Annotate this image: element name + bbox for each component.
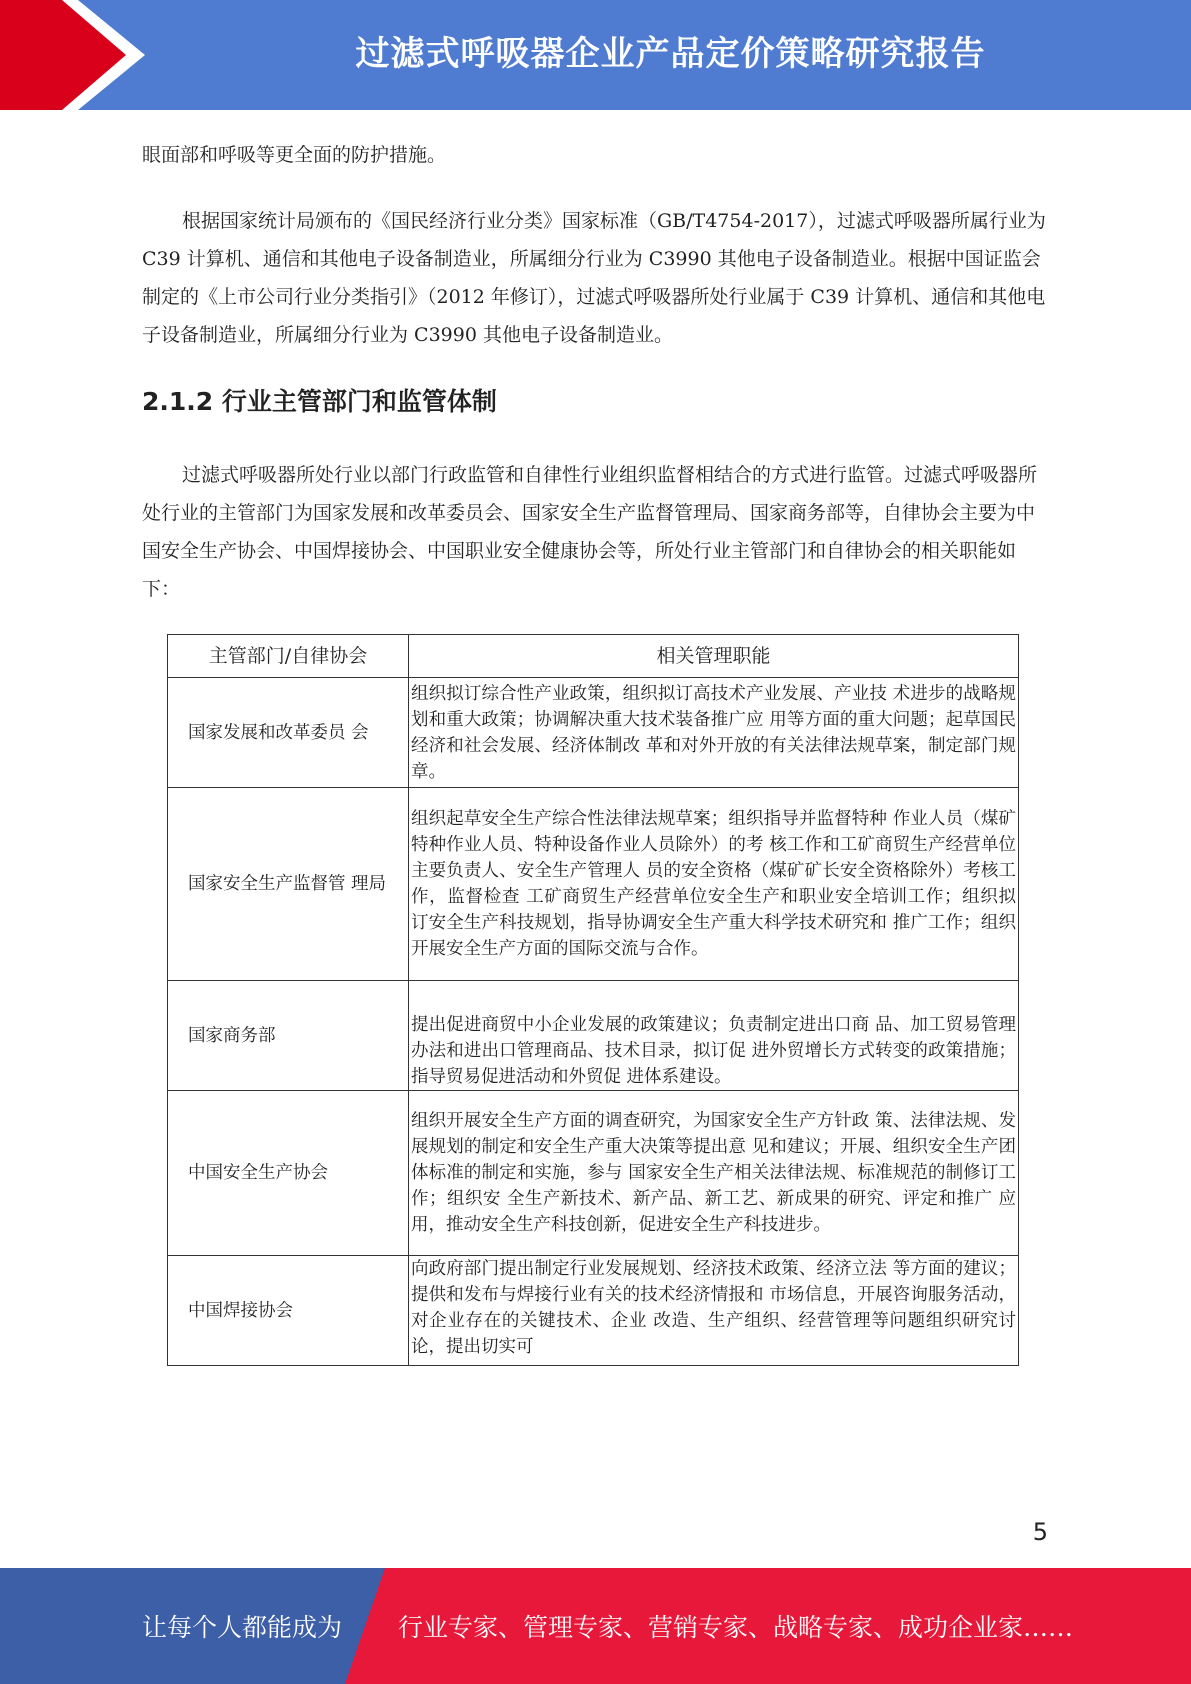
table-cell-dept: 国家安全生产监督管 理局: [168, 788, 409, 981]
table-cell-duty: 组织拟订综合性产业政策，组织拟订高技术产业发展、产业技 术进步的战略规划和重大政策；协调解决重大技术装备推广应 用等方面的重大问题；起草国民经济和社会发展、经济体制改 革和对外开放的有关法律法规草案，制定部门规章。: [409, 678, 1019, 788]
table-cell-dept: 中国焊接协会: [168, 1256, 409, 1366]
table-row: [168, 1256, 1019, 1366]
table-header-duty: 相关管理职能: [409, 635, 1019, 678]
table-row: [168, 788, 1019, 981]
table-header-dept: 主管部门/自律协会: [168, 635, 409, 678]
footer-slogan-left: 让每个人都能成为: [142, 1613, 343, 1642]
page-footer: [0, 1568, 1191, 1684]
paragraph-continuation: 眼面部和呼吸等更全面的防护措施。: [142, 144, 447, 166]
header-arrow-decoration: [0, 0, 170, 110]
page-header: [0, 0, 1191, 110]
table-cell-dept: 中国安全生产协会: [168, 1091, 409, 1256]
footer-slogan-right: 行业专家、管理专家、营销专家、战略专家、成功企业家……: [398, 1613, 1074, 1642]
table-cell-dept: 国家发展和改革委员 会: [168, 678, 409, 788]
paragraph-regulation: 过滤式呼吸器所处行业以部门行政监管和自律性行业组织监督相结合的方式进行监管。过滤式呼吸器所处行业的主管部门为国家发展和改革委员会、国家安全生产监督管理局、国家商务部等，自律协会主要为中国安全生产协会、中国焊接协会、中国职业安全健康协会等，所处行业主管部门和自律协会的相关职能如下：: [142, 464, 1038, 600]
table-cell-duty: 向政府部门提出制定行业发展规划、经济技术政策、经济立法 等方面的建议；提供和发布与焊接行业有关的技术经济情报和 市场信息，开展咨询服务活动，对企业存在的关键技术、企业 改造、生产组织、经营管理等问题组织研究讨论，提出切实可: [409, 1256, 1019, 1366]
report-title: 过滤式呼吸器企业产品定价策略研究报告: [355, 34, 986, 74]
section-heading: 2.1.2 行业主管部门和监管体制: [142, 387, 497, 416]
table-header-row: [168, 635, 1019, 678]
paragraph-industry-classification: 根据国家统计局颁布的《国民经济行业分类》国家标准（GB/T4754-2017），过滤式呼吸器所属行业为 C39 计算机、通信和其他电子设备制造业，所属细分行业为 C3990 其他电子设备制造业。根据中国证监会制定的《上市公司行业分类指引》（2012 年修订），过滤式呼吸器所处行业属于 C39 计算机、通信和其他电子设备制造业，所属细分行业为 C3990 其他电子设备制造业。: [142, 210, 1046, 346]
table-cell-duty: 提出促进商贸中小企业发展的政策建议；负责制定进出口商 品、加工贸易管理办法和进出口管理商品、技术目录，拟订促 进外贸增长方式转变的政策措施；指导贸易促进活动和外贸促 进体系建设。: [409, 981, 1019, 1091]
table-row: [168, 1091, 1019, 1256]
regulator-table: [167, 634, 1019, 1366]
table-row: [168, 678, 1019, 788]
page-number: 5: [1032, 1518, 1048, 1546]
table-row: [168, 981, 1019, 1091]
table-cell-duty: 组织开展安全生产方面的调查研究，为国家安全生产方针政 策、法律法规、发展规划的制定和安全生产重大决策等提出意 见和建议；开展、组织安全生产团体标准的制定和实施，参与 国家安全生产相关法律法规、标准规范的制修订工作；组织安 全生产新技术、新产品、新工艺、新成果的研究、评定和推广 应用，推动安全生产科技创新，促进安全生产科技进步。: [409, 1091, 1019, 1256]
table-cell-duty: 组织起草安全生产综合性法律法规草案；组织指导并监督特种 作业人员（煤矿特种作业人员、特种设备作业人员除外）的考 核工作和工矿商贸生产经营单位主要负责人、安全生产管理人 员的安全资格（煤矿矿长安全资格除外）考核工作，监督检查 工矿商贸生产经营单位安全生产和职业安全培训工作；组织拟 订安全生产科技规划，指导协调安全生产重大科学技术研究和 推广工作；组织开展安全生产方面的国际交流与合作。: [409, 788, 1019, 981]
table-cell-dept: 国家商务部: [168, 981, 409, 1091]
